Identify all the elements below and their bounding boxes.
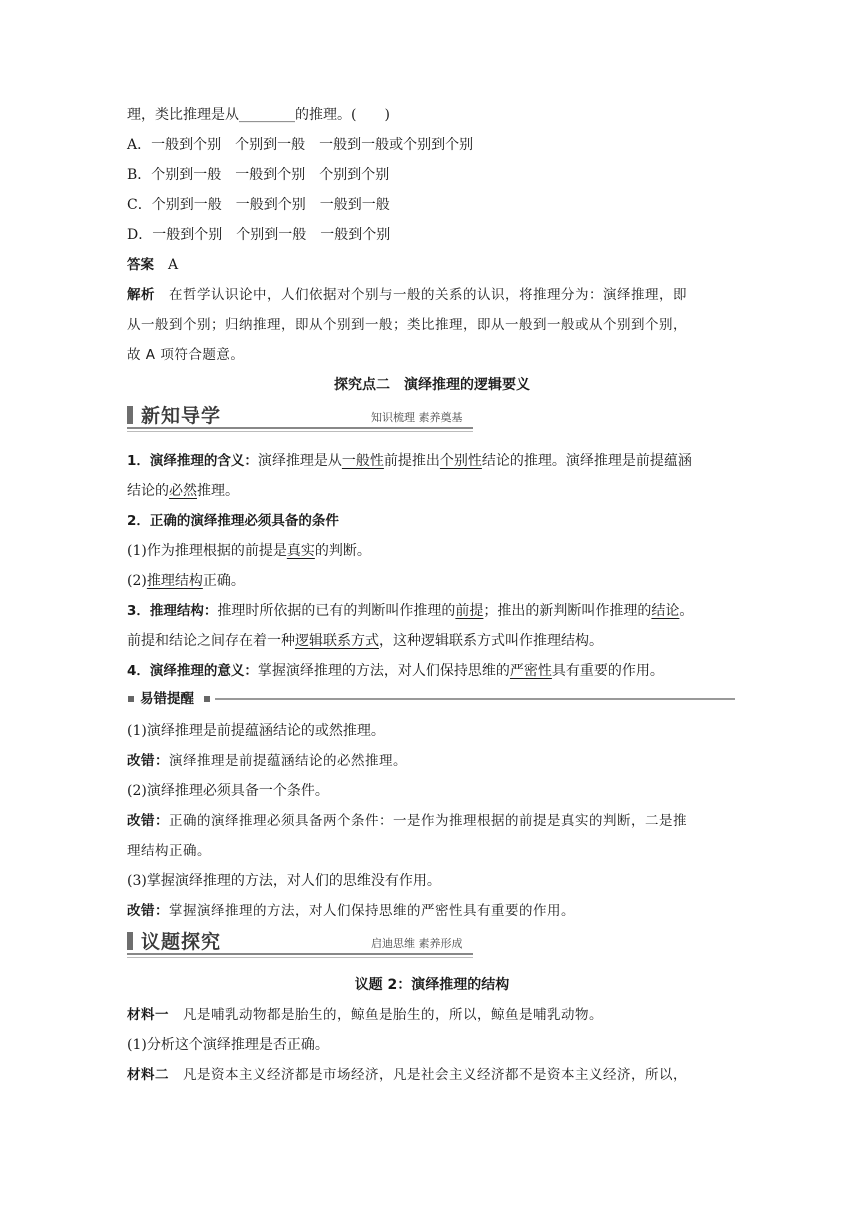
option-d: D．一般到个别 个别到一般 一般到个别 — [127, 227, 391, 243]
key-term: 个别性 — [439, 453, 482, 469]
text: 前提推出 — [383, 453, 440, 469]
correction-label: 改错： — [127, 753, 169, 769]
analysis-text: 在哲学认识论中，人们依据对个别与一般的关系的认识，将推理分为：演绎推理，即 — [169, 287, 687, 303]
material-2 — [127, 1060, 737, 1090]
band-rule — [127, 427, 473, 429]
error-3-statement: (3)掌握演绎推理的方法，对人们的思维没有作用。 — [127, 873, 441, 889]
question-stem-line — [127, 100, 737, 130]
error-1-correction — [127, 746, 737, 776]
key-term: 真实 — [286, 543, 315, 559]
section-band-topic-inquiry — [127, 928, 737, 958]
answer-label: 答案 — [127, 257, 154, 273]
text: ，这种逻辑联系方式叫作推理结构。 — [379, 633, 603, 649]
section-band-new-knowledge — [127, 402, 737, 432]
option-c: C．个别到一般 一般到个别 一般到一般 — [127, 197, 390, 213]
answer-value: A — [168, 257, 179, 273]
knowledge-4-line — [127, 656, 737, 686]
section-title: 探究点二 演绎推理的逻辑要义 — [334, 377, 530, 393]
text: 正确的演绎推理必须具备两个条件：一是作为推理根据的前提是真实的判断，二是推 — [169, 813, 687, 829]
text: 的判断。 — [314, 543, 371, 559]
text: 演绎推理是从 — [257, 453, 342, 469]
text: 。 — [679, 603, 694, 619]
error-tip-label: 易错提醒 — [140, 691, 194, 707]
knowledge-heading: 4．演绎推理的意义： — [127, 663, 258, 679]
text: ；推出的新判断叫作推理的 — [483, 603, 652, 619]
material-label: 材料一 — [127, 1007, 169, 1023]
text: 凡是哺乳动物都是胎生的，鲸鱼是胎生的，所以，鲸鱼是哺乳动物。 — [169, 1007, 603, 1023]
error-1-statement: (1)演绎推理是前提蕴涵结论的或然推理。 — [127, 723, 385, 739]
key-term: 严密性 — [509, 663, 552, 679]
key-term: 前提 — [455, 603, 484, 619]
error-2-statement: (2)演绎推理必须具备一个条件。 — [127, 783, 329, 799]
material-1 — [127, 1000, 737, 1030]
text: 具有重要的作用。 — [551, 663, 664, 679]
text: 掌握演绎推理的方法，对人们保持思维的严密性具有重要的作用。 — [169, 903, 575, 919]
square-bullet-icon — [204, 696, 210, 702]
page-content — [127, 100, 737, 1090]
knowledge-2-item-2 — [127, 566, 737, 596]
divider — [215, 698, 735, 700]
correction-label: 改错： — [127, 813, 169, 829]
key-term: 必然 — [169, 483, 197, 499]
text: 凡是资本主义经济都是市场经济，凡是社会主义经济都不是资本主义经济，所以， — [169, 1067, 687, 1083]
band-marker-icon — [127, 932, 133, 950]
knowledge-2-heading: 2．正确的演绎推理必须具备的条件 — [127, 513, 339, 529]
knowledge-heading: 3．推理结构： — [127, 603, 218, 619]
material-label: 材料二 — [127, 1067, 169, 1083]
band-title: 新知导学 — [141, 405, 222, 427]
knowledge-heading: 1．演绎推理的含义： — [127, 453, 258, 469]
error-2-correction-cont: 理结构正确。 — [127, 843, 211, 859]
analysis-line-1 — [127, 280, 737, 310]
knowledge-1-line-2 — [127, 476, 737, 506]
band-marker-icon — [127, 406, 133, 424]
topic-title: 议题 2：演绎推理的结构 — [354, 977, 510, 993]
text: 掌握演绎推理的方法，对人们保持思维的 — [257, 663, 510, 679]
key-term: 推理结构 — [146, 573, 203, 589]
error-3-correction — [127, 896, 737, 926]
key-term: 逻辑联系方式 — [295, 633, 379, 649]
band-subtitle: 知识梳理 素养奠基 — [371, 411, 463, 424]
analysis-line-3: 故 A 项符合题意。 — [127, 347, 245, 363]
text: 前提和结论之间存在着一种 — [127, 633, 295, 649]
text: 推理时所依据的已有的判断叫作推理的 — [217, 603, 456, 619]
band-rule-thin — [127, 957, 473, 958]
band-subtitle: 启迪思维 素养形成 — [371, 937, 463, 950]
error-tip-header — [127, 686, 737, 712]
knowledge-2-item-1 — [127, 536, 737, 566]
text: 演绎推理是前提蕴涵结论的必然推理。 — [169, 753, 407, 769]
band-title: 议题探究 — [141, 931, 222, 953]
band-rule-thin — [127, 431, 473, 432]
text: (1)作为推理根据的前提是 — [127, 543, 287, 559]
option-b: B．个别到一般 一般到个别 个别到个别 — [127, 167, 390, 183]
analysis-line-2: 从一般到个别；归纳推理，即从个别到一般；类比推理，即从一般到一般或从个别到个别， — [127, 317, 687, 333]
key-term: 一般性 — [341, 453, 384, 469]
text: 结论的 — [127, 483, 169, 499]
key-term: 结论 — [651, 603, 680, 619]
knowledge-3-line-1 — [127, 596, 737, 626]
question-text: 理，类比推理是从 — [127, 107, 239, 123]
text: (2) — [127, 573, 147, 589]
text: 推理。 — [197, 483, 239, 499]
question-blank: ________ — [239, 107, 295, 123]
correction-label: 改错： — [127, 903, 169, 919]
answer-line — [127, 250, 737, 280]
analysis-label: 解析 — [127, 287, 155, 303]
error-2-correction — [127, 806, 737, 836]
question-text-end: 的推理。( ) — [295, 107, 390, 123]
option-a: A．一般到个别 个别到一般 一般到一般或个别到个别 — [127, 137, 474, 153]
knowledge-1-line-1 — [127, 446, 737, 476]
knowledge-3-line-2 — [127, 626, 737, 656]
square-bullet-icon — [128, 696, 134, 702]
material-1-question: (1)分析这个演绎推理是否正确。 — [127, 1037, 329, 1053]
text: 正确。 — [202, 573, 245, 589]
text: 结论的推理。演绎推理是前提蕴涵 — [481, 453, 692, 469]
band-rule — [127, 953, 473, 955]
